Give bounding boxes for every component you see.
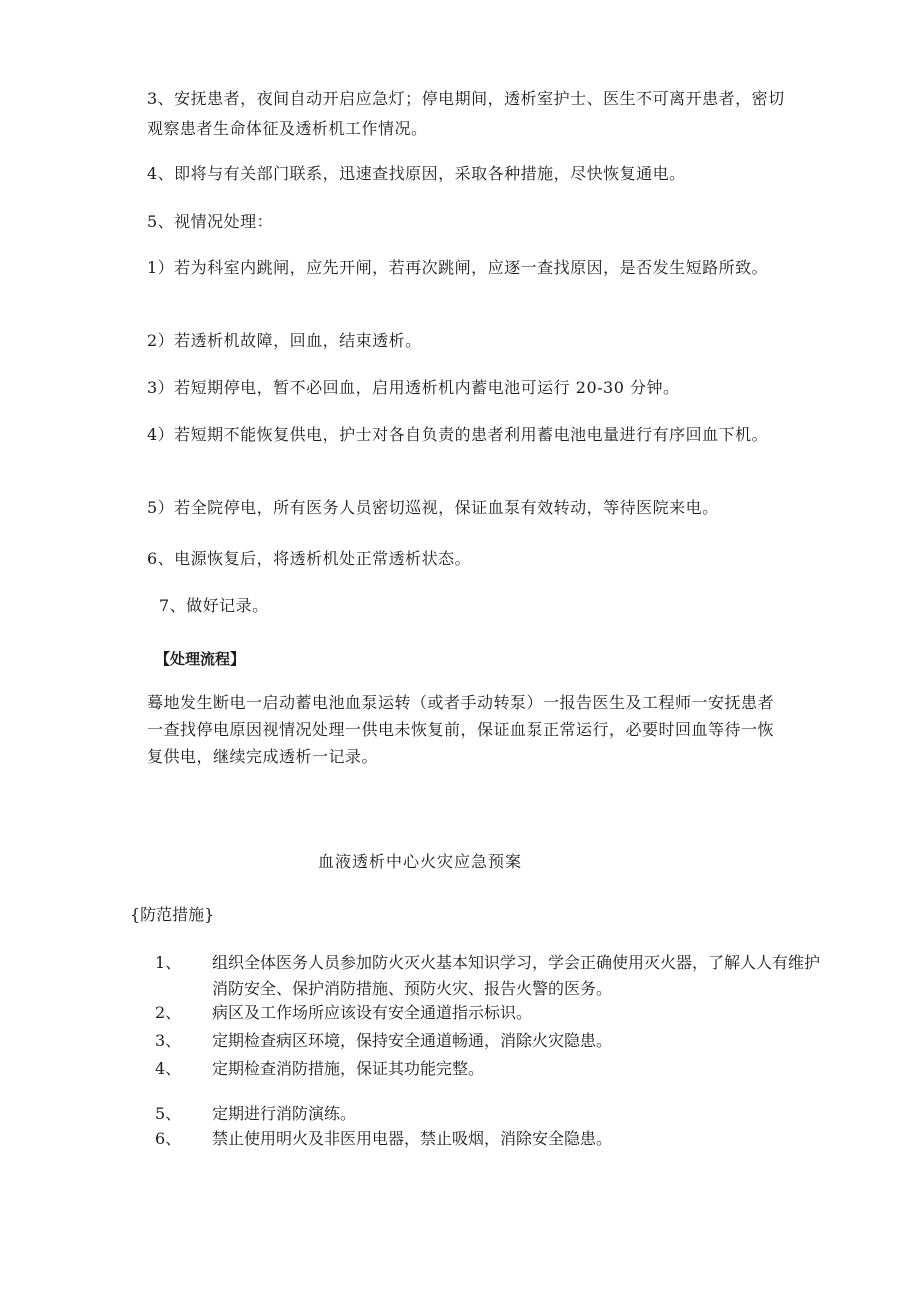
prevention-item-number: 5、 [155, 1104, 182, 1123]
prevention-item-number: 2、 [155, 1003, 182, 1022]
subitem-3-short-outage: 3）若短期停电，暂不必回血，启用透析机内蓄电池可运行 20-30 分钟。 [147, 378, 680, 397]
prevention-item-number: 1、 [155, 953, 182, 972]
prevention-item-text: 病区及工作场所应该设有安全通道指示标识。 [212, 1003, 533, 1022]
prevention-item-6 [155, 1126, 835, 1152]
prevention-item-5 [155, 1101, 835, 1127]
prevention-section-heading: {防范措施} [130, 905, 215, 924]
prevention-item-text: 禁止使用明火及非医用电器，禁止吸烟，消除安全隐患。 [212, 1129, 613, 1148]
prevention-item-text: 定期检查病区环境，保持安全通道畅通，消除火灾隐患。 [212, 1031, 613, 1050]
prevention-item-text: 组织全体医务人员参加防火灭火基本知识学习，学会正确使用灭火器，了解人人有维护消防安全、保护消防措施、预防火灾、报告火警的医务。 [212, 953, 821, 998]
prevention-item-text: 定期进行消防演练。 [212, 1104, 357, 1123]
prevention-item-1 [155, 950, 835, 1002]
prevention-item-number: 3、 [155, 1031, 182, 1050]
fire-plan-title: 血液透析中心火灾应急预案 [317, 852, 522, 871]
item-6-power-restored: 6、电源恢复后，将透析机处正常透析状态。 [147, 549, 472, 568]
item-5-handle-situation: 5、视情况处理： [147, 212, 274, 231]
prevention-item-3 [155, 1028, 835, 1054]
prevention-item-text: 定期检查消防措施，保证其功能完整。 [212, 1059, 485, 1078]
subitem-5-hospital-outage: 5）若全院停电，所有医务人员密切巡视，保证血泵有效转动，等待医院来电。 [147, 498, 719, 517]
subitem-2-machine-fault: 2）若透析机故障，回血，结束透析。 [147, 331, 422, 350]
item-7-record: 7、做好记录。 [159, 596, 269, 615]
subitem-1-trip: 1）若为科室内跳闸，应先开闸，若再次跳闸，应逐一查找原因，是否发生短路所致。 [147, 258, 769, 277]
subitem-4-no-recovery: 4）若短期不能恢复供电，护士对各自负责的患者利用蓄电池电量进行有序回血下机。 [147, 425, 769, 444]
item-4-contact-departments: 4、即将与有关部门联系，迅速查找原因，采取各种措施，尽快恢复通电。 [147, 164, 686, 183]
prevention-item-4 [155, 1056, 835, 1082]
prevention-item-number: 6、 [155, 1129, 182, 1148]
prevention-item-number: 4、 [155, 1059, 182, 1078]
item-3-calm-patients: 3、安抚患者，夜间自动开启应急灯；停电期间，透析室护士、医生不可离开患者，密切观察患者生命体征及透析机工作情况。 [147, 89, 785, 138]
flow-heading: 【处理流程】 [155, 650, 246, 668]
flow-text: 蓦地发生断电一启动蓄电池血泵运转（或者手动转泵）一报告医生及工程师一安抚患者一查找停电原因视情况处理一供电未恢复前，保证血泵正常运行，必要时回血等待一恢复供电，继续完成透析一记录。 [147, 693, 775, 766]
prevention-item-2 [155, 1000, 835, 1026]
